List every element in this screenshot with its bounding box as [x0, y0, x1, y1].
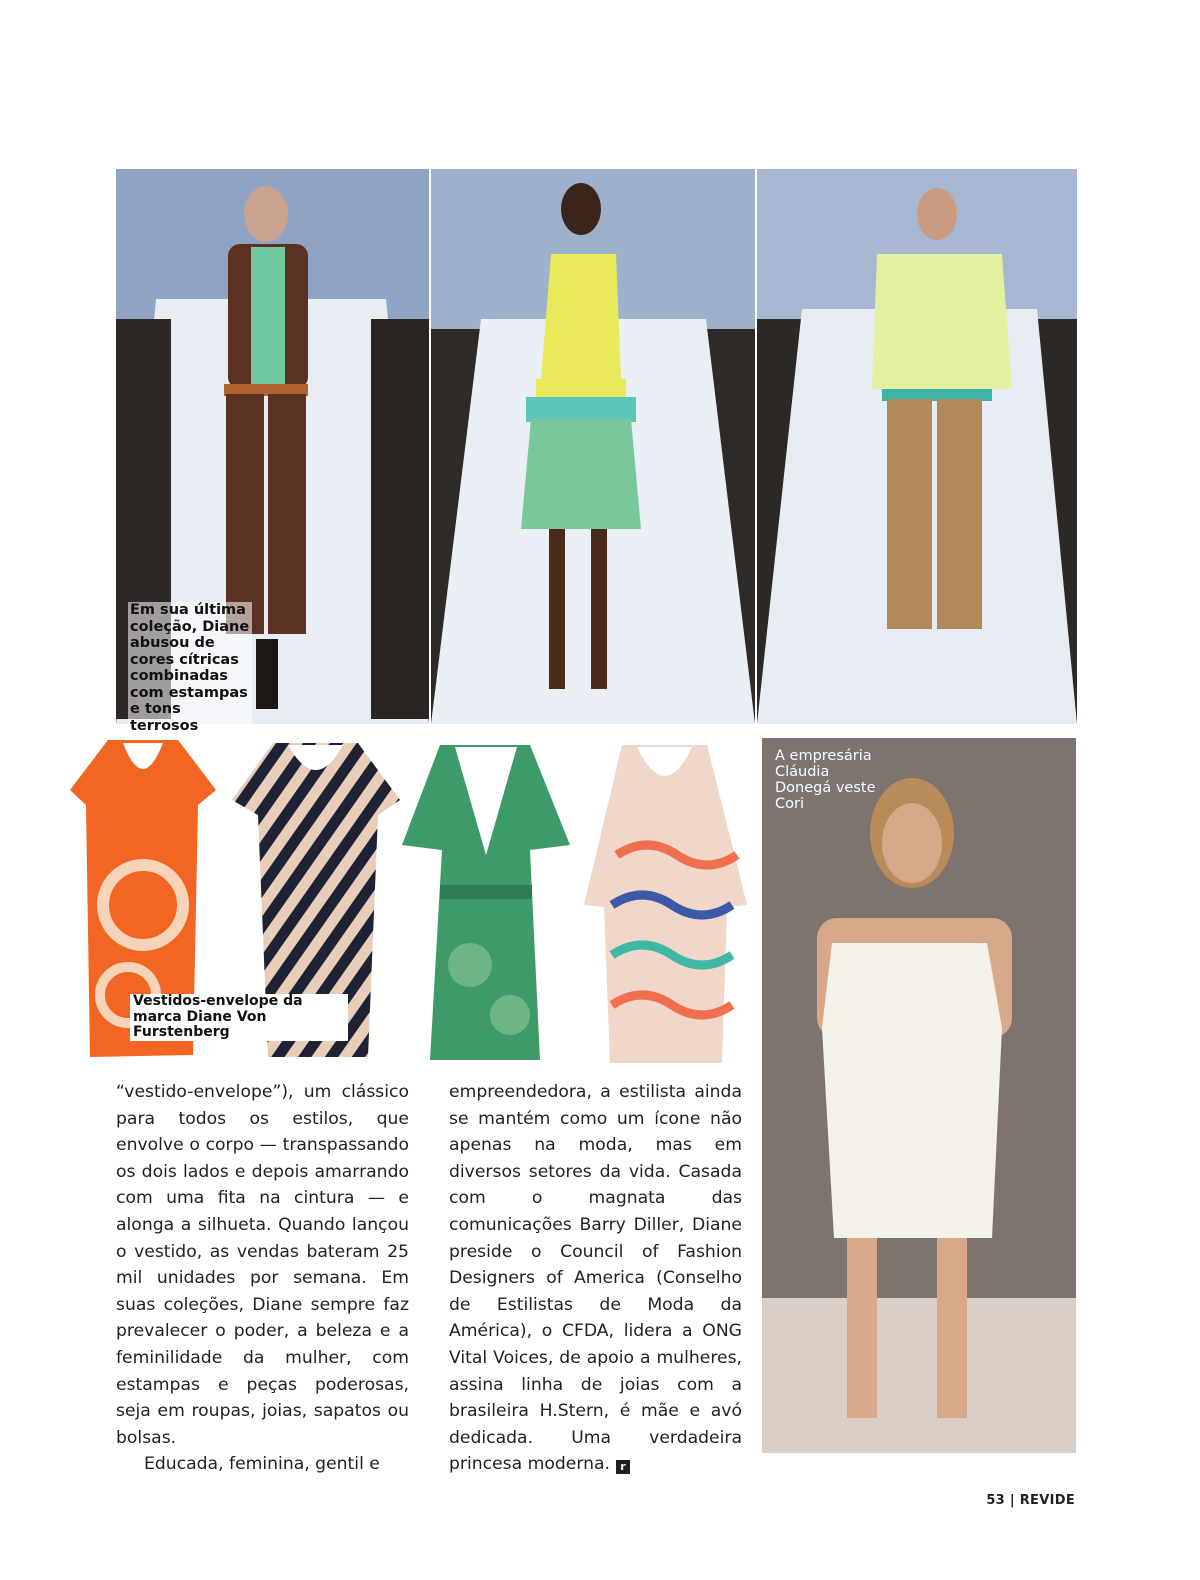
- body-paragraph: [449, 1079, 742, 1478]
- body-paragraph: Educada, feminina, gentil e: [144, 1454, 380, 1475]
- body-column-2: [449, 1079, 742, 1478]
- dresses-caption: Vestidos-envelope da marca Diane Von Furstenberg: [130, 994, 348, 1041]
- body-paragraph: “vestido-envelope”), um clássico para todos os estilos, que envolve o corpo — transpassando os dois lados e depois amarrando com uma fita na cintura — e alonga a silhueta. Quando lançou o vestido, as vendas bateram 25 mil unidades por semana. Em suas coleções, Diane sempre faz prevalecer o poder, a beleza e a feminilidade da mulher, com estampas e peças poderosas, seja em roupas, joias, sapatos ou bolsas.: [116, 1082, 409, 1448]
- dress-green-python: [400, 735, 572, 1065]
- dress-multicolor-brushstroke: [582, 735, 748, 1065]
- folio-separator: |: [1009, 1493, 1015, 1508]
- end-of-article-mark: r: [616, 1460, 630, 1474]
- magazine-name: REVIDE: [1019, 1493, 1075, 1508]
- body-column-1: [116, 1079, 409, 1478]
- page-folio: [986, 1493, 1075, 1508]
- body-paragraph-text: empreendedora, a estilista ainda se mantém como um ícone não apenas na moda, mas em diversos setores da vida. Casada com o magnata das comunicações Barry Diller, Diane preside o Council of Fashion Designers of America (Conselho de Estilistas de Moda da América), o CFDA, lidera a ONG Vital Voices, de apoio a mulheres, assina linha de joias com a brasileira H.Stern, é mãe e avó dedicada. Uma verdadeira princesa moderna.: [449, 1082, 742, 1475]
- runway-photo-lime-blouse: [757, 169, 1077, 724]
- runway-photo-yellow-green-dress: [431, 169, 755, 724]
- runway-caption: Em sua última coleção, Diane abusou de cores cítricas combinadas com estampas e tons terrosos: [128, 602, 252, 734]
- page-number: 53: [986, 1493, 1006, 1508]
- portrait-photo: [762, 738, 1076, 1453]
- portrait-caption: A empresária Cláudia Donegá veste Cori: [775, 748, 876, 812]
